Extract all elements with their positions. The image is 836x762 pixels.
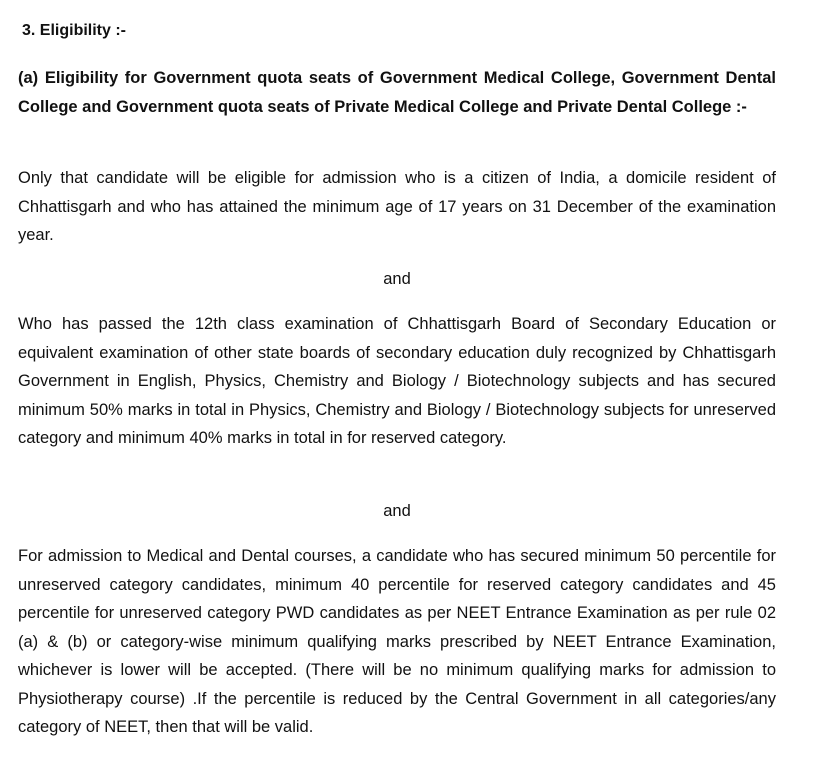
section-heading: 3. Eligibility :- [22, 22, 127, 39]
paragraph-neet-percentile: For admission to Medical and Dental courses, a candidate who has secured minimum 50 percentile for unreserved category candidates, minimum 40 percentile for reserved category candidates and 45 percentile for unreserved category PWD candidates as per NEET Entrance Examination as per rule 02 (a) & (b) or category-wise minimum qualifying marks prescribed by NEET Entrance Examination, whichever is lower will be accepted. (There will be no minimum qualifying marks for admission to Physiotherapy course) .If the percentile is reduced by the Central Government in all categories/any category of NEET, then that will be valid. [18, 547, 776, 736]
subsection-heading: (a) Eligibility for Government quota seats of Government Medical College, Government Dental College and Government quota seats of Private Medical College and Private Dental College :- [18, 69, 776, 116]
connector-and: and [383, 502, 411, 520]
paragraph-qualifying-exam: Who has passed the 12th class examination of Chhattisgarh Board of Secondary Education or equivalent examination of other state boards of secondary education duly recognized by Chhattisgarh Government in English, Physics, Chemistry and Biology / Biotechnology subjects and has secured minimum 50% marks in total in Physics, Chemistry and Biology / Biotechnology subjects for unreserved category and minimum 40% marks in total in for reserved category. [18, 315, 776, 447]
paragraph-citizenship: Only that candidate will be eligible for admission who is a citizen of India, a domicile resident of Chhattisgarh and who has attained the minimum age of 17 years on 31 December of the examination year. [18, 169, 776, 244]
connector-and: and [383, 270, 411, 288]
